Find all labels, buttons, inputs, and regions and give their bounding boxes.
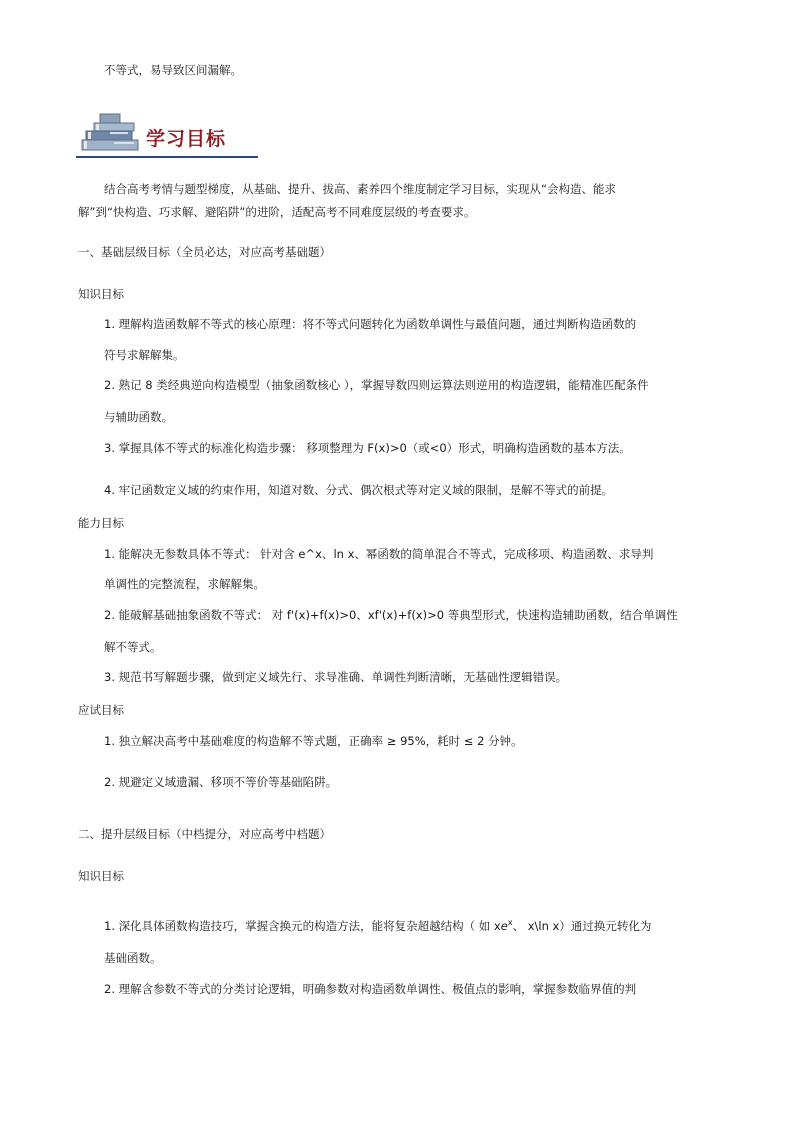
list-item-continuation: 单调性的完整流程，求解解集。 xyxy=(104,577,265,591)
section-heading-title: 学习目标 xyxy=(146,128,227,150)
formula-exponent: x xyxy=(507,918,513,928)
section-heading xyxy=(76,112,258,162)
list-item-continuation: 解不等式。 xyxy=(104,640,162,654)
list-item: 1. 独立解决高考中基础难度的构造解不等式题，正确率 ≥ 95%，耗时 ≤ 2 分钟。 xyxy=(104,734,523,748)
list-item-text: 、 x\ln x）通过换元转化为 xyxy=(512,919,652,933)
subsection-title: 能力目标 xyxy=(78,516,124,530)
list-item-text: 1. 深化具体函数构造技巧，掌握含换元的构造方法，能将复杂超越结构（ 如 x xyxy=(104,919,501,933)
list-item-continuation: 与辅助函数。 xyxy=(104,410,173,424)
list-item: 1. 理解构造函数解不等式的核心原理：将不等式问题转化为函数单调性与最值问题，通过判断构造函数的 xyxy=(104,317,637,331)
subsection-title: 知识目标 xyxy=(78,287,124,301)
stacked-books-icon xyxy=(80,112,142,156)
section-title: 一、基础层级目标（全员必达，对应高考基础题） xyxy=(78,245,331,259)
text-line: 不等式，易导致区间漏解。 xyxy=(104,63,242,77)
list-item: 2. 熟记 8 类经典逆向构造模型（抽象函数核心 ），掌握导数四则运算法则逆用的构造逻辑，能精准匹配条件 xyxy=(104,378,649,392)
section-title: 二、提升层级目标（中档提分，对应高考中档题） xyxy=(78,827,331,841)
list-item: 1. 能解决无参数具体不等式： 针对含 e^x、ln x、幂函数的简单混合不等式，完成移项、构造函数、求导判 xyxy=(104,547,654,561)
list-item: 3. 掌握具体不等式的标准化构造步骤： 移项整理为 F(x)>0（或<0）形式，明确构造函数的基本方法。 xyxy=(104,441,631,455)
list-item: 3. 规范书写解题步骤，做到定义域先行、求导准确、单调性判断清晰，无基础性逻辑错误。 xyxy=(104,670,568,684)
intro-paragraph-line: 解”到“快构造、巧求解、避陷阱”的进阶，适配高考不同难度层级的考查要求。 xyxy=(78,205,476,219)
subsection-title: 知识目标 xyxy=(78,869,124,883)
formula-base: e xyxy=(500,919,508,933)
list-item xyxy=(104,918,651,934)
list-item-continuation: 符号求解解集。 xyxy=(104,348,185,362)
list-item: 2. 规避定义域遗漏、移项不等价等基础陷阱。 xyxy=(104,775,338,789)
list-item-continuation: 基础函数。 xyxy=(104,951,162,965)
heading-underline xyxy=(76,156,258,158)
list-item: 2. 能破解基础抽象函数不等式： 对 f'(x)+f(x)>0、xf'(x)+f(x)>0 等典型形式，快速构造辅助函数，结合单调性 xyxy=(104,608,678,622)
intro-paragraph-line: 结合高考考情与题型梯度，从基础、提升、拔高、素养四个维度制定学习目标，实现从“会构造、能求 xyxy=(104,182,616,196)
list-item: 4. 牢记函数定义域的约束作用，知道对数、分式、偶次根式等对定义域的限制，是解不等式的前提。 xyxy=(104,483,614,497)
subsection-title: 应试目标 xyxy=(78,703,124,717)
list-item: 2. 理解含参数不等式的分类讨论逻辑，明确参数对构造函数单调性、极值点的影响，掌握参数临界值的判 xyxy=(104,982,637,996)
